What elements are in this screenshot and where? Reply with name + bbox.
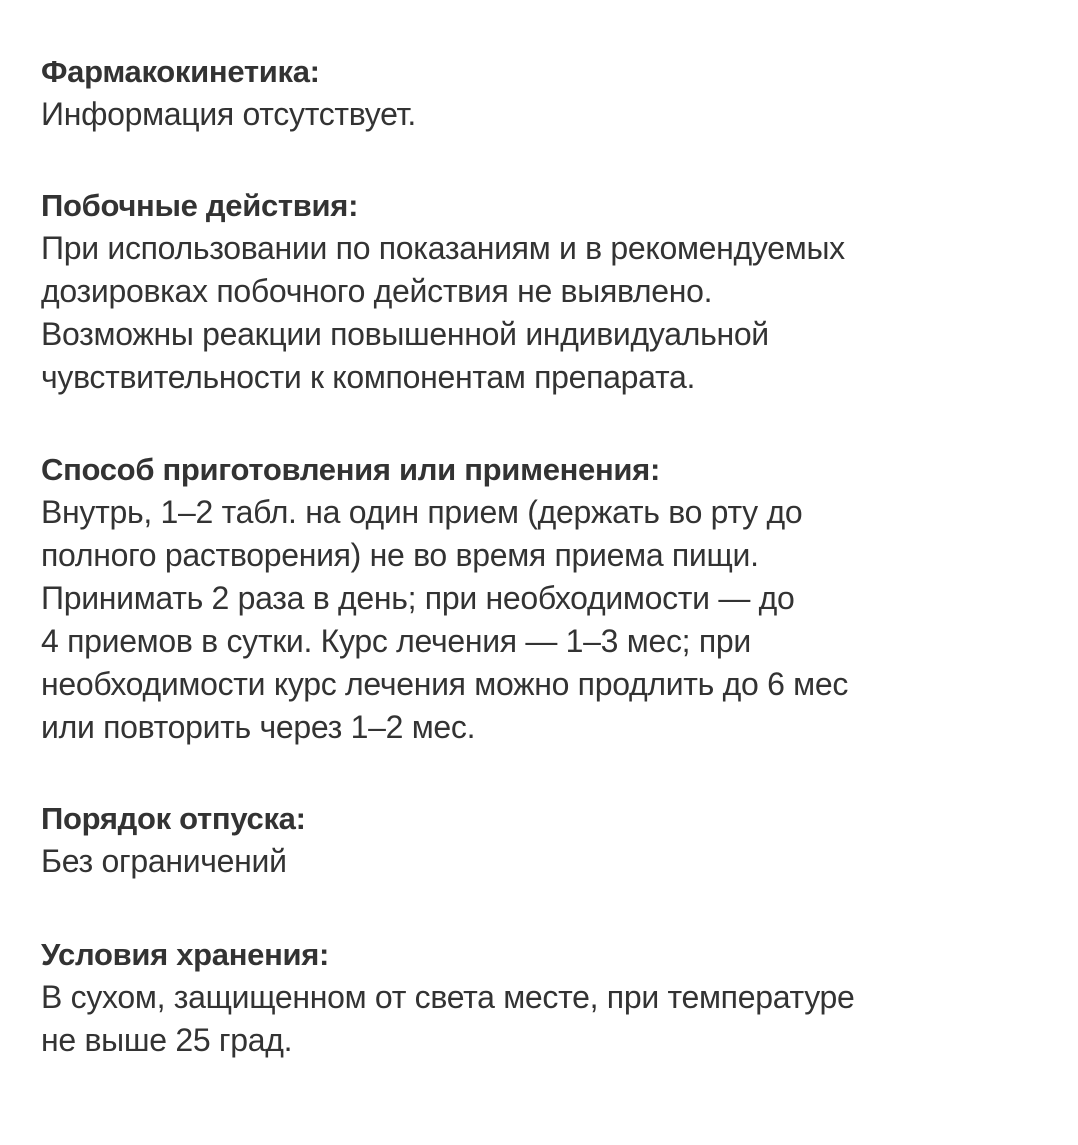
body-line: В сухом, защищенном от света месте, при температуре — [41, 979, 855, 1015]
body-line: Возможны реакции повышенной индивидуальной — [41, 316, 769, 352]
section-title: Фармакокинетика: — [41, 54, 320, 89]
body-line: При использовании по показаниям и в рекомендуемых — [41, 230, 845, 266]
section-spacer — [41, 883, 1041, 933]
section-dispensing — [41, 797, 1041, 883]
section-spacer — [41, 749, 1041, 797]
body-line: не выше 25 град. — [41, 1022, 293, 1058]
section-spacer — [41, 136, 1041, 184]
section-body — [41, 976, 1041, 1062]
section-title: Условия хранения: — [41, 937, 330, 972]
body-line: дозировках побочного действия не выявлено. — [41, 273, 713, 309]
body-line: полного растворения) не во время приема пищи. — [41, 537, 759, 573]
body-line: Внутрь, 1–2 табл. на один прием (держать во рту до — [41, 494, 803, 530]
section-body — [41, 93, 1041, 136]
body-line: Принимать 2 раза в день; при необходимости — до — [41, 580, 795, 616]
section-title: Способ приготовления или применения: — [41, 452, 660, 487]
body-line: Информация отсутствует. — [41, 96, 416, 132]
body-line: необходимости курс лечения можно продлить до 6 мес — [41, 666, 849, 702]
section-side-effects — [41, 184, 1041, 399]
body-line: 4 приемов в сутки. Курс лечения — 1–3 мес; при — [41, 623, 751, 659]
section-body — [41, 227, 1041, 399]
section-pharmacokinetics — [41, 50, 1041, 136]
body-line: Без ограничений — [41, 843, 287, 879]
section-body — [41, 491, 1041, 749]
section-title: Порядок отпуска: — [41, 801, 306, 836]
section-spacer — [41, 399, 1041, 448]
drug-info-document — [41, 50, 1041, 1062]
body-line: или повторить через 1–2 мес. — [41, 709, 476, 745]
section-body — [41, 840, 1041, 883]
section-storage — [41, 933, 1041, 1062]
section-title: Побочные действия: — [41, 188, 359, 223]
body-line: чувствительности к компонентам препарата. — [41, 359, 696, 395]
section-administration — [41, 448, 1041, 749]
